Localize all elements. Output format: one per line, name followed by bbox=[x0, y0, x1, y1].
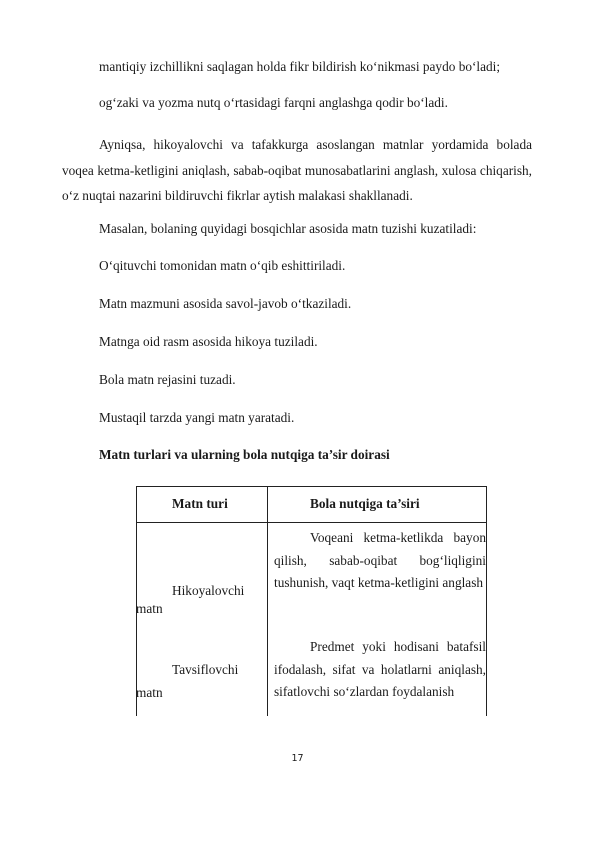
text-types-table bbox=[136, 486, 487, 716]
table-header-border bbox=[136, 522, 487, 523]
table-column-divider bbox=[267, 486, 268, 716]
header-text-type: Matn turi bbox=[172, 496, 228, 511]
paragraph-3: Ayniqsa, hikoyalovchi va tafakkurga asoslangan matnlar yordamida bolada voqea ketma-ketligini aniqlash, sabab-oqibat munosabatlarini anglash, xulosa chiqarish, o‘z nuqtai nazarini bildiruvchi fikrlar aytish malakasi shakllanadi. bbox=[62, 137, 532, 203]
table-right-border bbox=[486, 486, 487, 716]
header-effect: Bola nutqiga ta’siri bbox=[310, 496, 420, 511]
row-1-effect: Voqeani ketma-ketlikda bayon qilish, sabab-oqibat bog‘liqligini tushunish, vaqt ketma-ketligini anglash bbox=[274, 530, 486, 591]
step-4: Bola matn rejasini tuzadi. bbox=[99, 372, 236, 387]
paragraph-4: Masalan, bolaning quyidagi bosqichlar asosida matn tuzishi kuzatiladi: bbox=[99, 221, 477, 236]
step-3: Matnga oid rasm asosida hikoya tuziladi. bbox=[99, 334, 318, 349]
page-number: 17 bbox=[291, 753, 304, 764]
step-5: Mustaqil tarzda yangi matn yaratadi. bbox=[99, 410, 295, 425]
row-1-type-cont: matn bbox=[136, 601, 163, 616]
row-2-type-cont: matn bbox=[136, 685, 163, 700]
row-1-type: Hikoyalovchi bbox=[172, 583, 245, 598]
row-2-type: Tavsiflovchi bbox=[172, 662, 239, 677]
step-1: O‘qituvchi tomonidan matn o‘qib eshittiriladi. bbox=[99, 258, 346, 273]
paragraph-1: mantiqiy izchillikni saqlagan holda fikr bildirish ko‘nikmasi paydo bo‘ladi; bbox=[99, 59, 501, 74]
section-heading: Matn turlari va ularning bola nutqiga ta’sir doirasi bbox=[99, 447, 390, 462]
row-2-effect: Predmet yoki hodisani batafsil ifodalash, sifat va holatlarni aniqlash, sifatlovchi so‘zlardan foydalanish bbox=[274, 639, 486, 700]
paragraph-2: og‘zaki va yozma nutq o‘rtasidagi farqni anglashga qodir bo‘ladi. bbox=[99, 95, 448, 110]
step-2: Matn mazmuni asosida savol-javob o‘tkaziladi. bbox=[99, 296, 352, 311]
